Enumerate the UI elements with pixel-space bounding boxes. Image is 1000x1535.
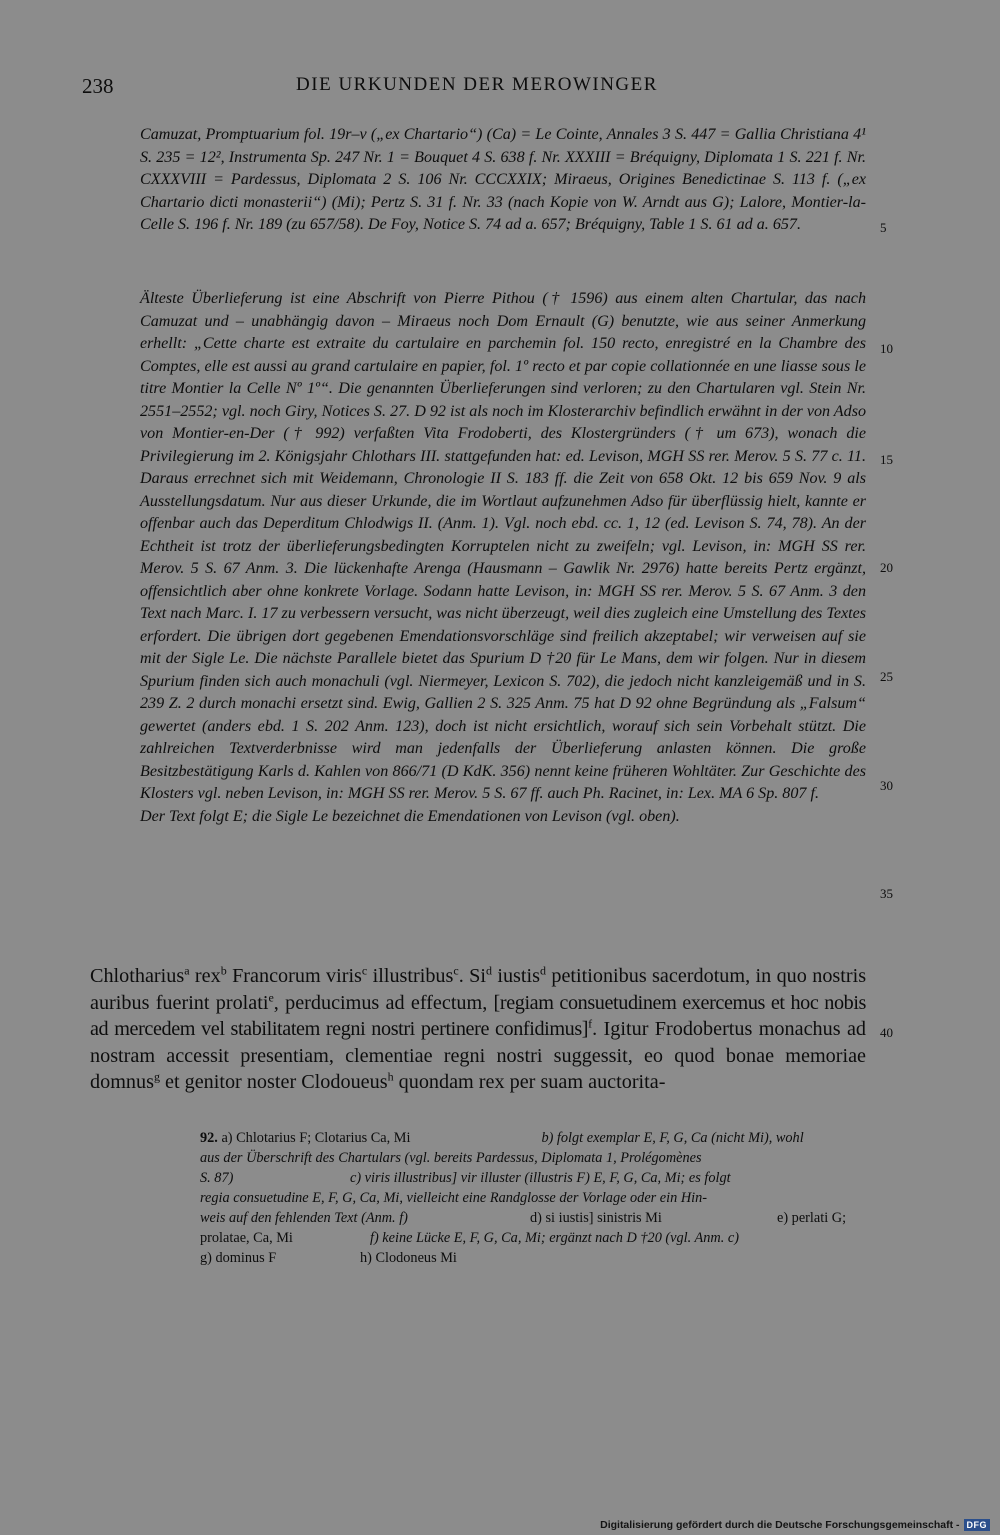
text-run: illustribus	[372, 965, 454, 987]
footnote-mark: c	[453, 963, 459, 978]
text-run: quondam rex per suam auctorita-	[398, 1071, 666, 1093]
footnote-c-line1: c) viris illustribus] vir illuster (illustris F) E, F, G, Ca, Mi; es folgt	[350, 1170, 731, 1186]
line-number: 40	[880, 1025, 893, 1040]
text-run: . Igitur Frodobertus monachus ad nostram accessit presentiam, clementiae regni nostri suggessit, eo quod bonae memoriae domnus	[90, 1018, 867, 1093]
line-number: 10	[880, 341, 893, 356]
footnote-mark: d	[539, 963, 546, 978]
footnote-mark: h	[387, 1069, 394, 1084]
footnote-mark: g	[153, 1069, 160, 1084]
footnotes	[200, 1128, 867, 1268]
footnote-mark: c	[361, 963, 368, 978]
text-run: , perducimus ad effectum,	[273, 991, 488, 1014]
bracketed-text: [regiam consuetudinem exercemus et hoc nobis ad mercedem vel stabilitatem regni nostri pertinere confidimus]	[90, 991, 867, 1040]
footnote-b-line1: b) folgt exemplar E, F, G, Ca (nicht Mi), wohl	[541, 1130, 804, 1146]
text-run: et genitor noster Clodoueus	[164, 1071, 388, 1093]
credit-text: Digitalisierung gefördert durch die Deutsche Forschungsgemeinschaft -	[600, 1519, 960, 1531]
line-number: 15	[880, 452, 893, 467]
charter-text	[90, 963, 866, 1096]
dfg-logo-icon: DFG	[964, 1519, 991, 1531]
commentary-paragraph: Älteste Überlieferung ist eine Abschrift von Pierre Pithou († 1596) aus einem alten Chartular, das nach Camuzat und – unabhängig davon – Miraeus noch Dom Ernault (G) benutzte, wie aus seiner Anmerkung erhellt: „Cette charte est extraite du cartulaire en parchemin fol. 150 recto, enregistré en la Chambre des Comptes, elle est aussi au grand cartulaire en papier, fol. 1º recto et par copie collationnée en une liasse sous le titre Montier la Celle Nº 1º“. Die genannten Überlieferungen sind verloren; zu den Chartularen vgl. Stein Nr. 2551–2552; vgl. noch Giry, Notices S. 27. D 92 ist als noch im Klosterarchiv befindlich erwähnt in der von Adso von Montier-en-Der († 992) verfaßten Vita Frodoberti, des Klostergründers († um 673), wonach die Privilegierung im 2. Königsjahr Chlothars III. stattgefunden hat: ed. Levison, MGH SS rer. Merov. 5 S. 77 c. 11. Daraus errechnet sich mit Weidemann, Chronologie II S. 183 ff. die Zeit von 658 Okt. 12 bis 659 Nov. 9 als Ausstellungsdatum. Nur aus dieser Urkunde, die im Wortlaut aufzunehmen Adso für überflüssig hielt, kannte er offenbar auch das Deperditum Chlodwigs II. (Anm. 1). Vgl. noch ebd. cc. 1, 12 (ed. Levison S. 74, 78). An der Echtheit ist trotz der überlieferungsbedingten Korruptelen nicht zu zweifeln; vgl. Levison, in: MGH SS rer. Merov. 5 S. 67 Anm. 3. Die lückenhafte Arenga (Hausmann – Gawlik Nr. 2976) hatte bereits Pertz ergänzt, offensichtlich aber ohne konkrete Vorlage. Sodann hatte Levison, in: MGH SS rer. Merov. 5 S. 67 Anm. 3 den Text nach Marc. I. 17 zu verbessern versucht, was nicht überzeugt, weil dies zugleich eine Umstellung des Textes erfordert. Die übrigen dort gegebenen Emendationsvorschläge sind freilich akzeptabel; wir verweisen auf sie mit der Sigle Le. Die nächste Parallele bietet das Spurium D †20 für Le Mans, dem wir folgen. Nur in diesem Spurium finden sich auch monachuli (vgl. Niermeyer, Lexicon S. 702), die jedoch nicht kanzleigemäß und in S. 239 Z. 2 durch monachi ersetzt sind. Ewig, Gallien 2 S. 325 Anm. 75 hat D 92 ohne Begründung als „Falsum“ gewertet (anders ebd. 1 S. 202 Anm. 123), doch ist nicht ersichtlich, worauf sich sein Vorbehalt stützt. Die zahlreichen Textverderbnisse wird man jedenfalls der Überlieferung anlasten können. Die große Besitzbestätigung Karls d. Kahlen von 866/71 (D KdK. 356) nennt keine früheren Wohltäter. Zur Geschichte des Klosters vgl. neben Levison, in: MGH SS rer. Merov. 5 S. 67 ff. auch Ph. Racinet, in: Lex. MA 6 Sp. 807 f.	[140, 290, 866, 802]
footnote-mark: f	[588, 1016, 593, 1031]
footnote-d: d) si iustis] sinistris Mi	[530, 1210, 662, 1226]
footnote-h: h) Clodoneus Mi	[360, 1250, 457, 1266]
text-run: iustis	[497, 965, 540, 987]
footnote-mark: d	[485, 963, 492, 978]
text-run: Francorum viris	[232, 965, 362, 987]
conclusion-paragraph: Der Text folgt E; die Sigle Le bezeichnet die Emendationen von Levison (vgl. oben).	[140, 807, 680, 825]
footnote-mark: e	[268, 989, 274, 1004]
running-title: DIE URKUNDEN DER MEROWINGER	[296, 74, 658, 95]
sources-paragraph: Camuzat, Promptuarium fol. 19r–v („ex Chartario“) (Ca) = Le Cointe, Annales 3 S. 447 = Gallia Christiana 4¹ S. 235 = 12², Instrumenta Sp. 247 Nr. 1 = Bouquet 4 S. 638 f. Nr. XXXIII = Bréquigny, Diplomata 1 S. 221 f. Nr. CXXXVIII = Pardessus, Diplomata 2 S. 106 Nr. CCCXXIX; Miraeus, Origines Benedictinae S. 113 f. („ex Chartario dicti monasterii“) (Mi); Pertz S. 31 f. Nr. 33 (nach Kopie von W. Arndt aus G); Lalore, Montier-la-Celle S. 196 f. Nr. 189 (zu 657/58). De Foy, Notice S. 74 ad a. 657; Bréquigny, Table 1 S. 61 ad a. 657.	[140, 126, 866, 233]
footnote-e-line2: prolatae, Ca, Mi	[200, 1230, 293, 1246]
sources-note	[140, 124, 866, 237]
footnote-c-line3: weis auf den fehlenden Text (Anm. f)	[200, 1210, 408, 1226]
footnote-f: f) keine Lücke E, F, G, Ca, Mi; ergänzt nach D †20 (vgl. Anm. c)	[370, 1230, 739, 1246]
footnote-e-line1: e) perlati G;	[777, 1210, 847, 1226]
text-run: rex	[194, 965, 221, 987]
footnote-c-line2: regia consuetudine E, F, G, Ca, Mi, vielleicht eine Randglosse der Vorlage oder ein Hin-	[200, 1190, 708, 1206]
line-number: 25	[880, 669, 893, 684]
footnote-mark: b	[220, 963, 227, 978]
line-number: 5	[880, 220, 887, 235]
footnote-number: 92.	[200, 1130, 218, 1146]
line-number: 20	[880, 560, 893, 575]
text-run: . Si	[458, 965, 486, 987]
footnote-a: a) Chlotarius F; Clotarius Ca, Mi	[221, 1130, 411, 1146]
text-run: Chlotharius	[90, 965, 185, 987]
commentary-note	[140, 288, 866, 828]
text-run: petitionibus sacerdotum, in quo nostris auribus fuerint prolati	[90, 965, 867, 1014]
footnote-g: g) dominus F	[200, 1250, 277, 1266]
page-number: 238	[82, 74, 114, 98]
footnote-mark: a	[184, 963, 190, 978]
line-number: 35	[880, 886, 893, 901]
footnote-b-line2: aus der Überschrift des Chartulars (vgl. bereits Pardessus, Diplomata 1, Prolégomènes	[200, 1150, 702, 1166]
funding-credit	[600, 1519, 990, 1531]
line-number: 30	[880, 778, 893, 793]
page-header	[82, 74, 872, 104]
footnote-b-line3: S. 87)	[200, 1170, 234, 1186]
